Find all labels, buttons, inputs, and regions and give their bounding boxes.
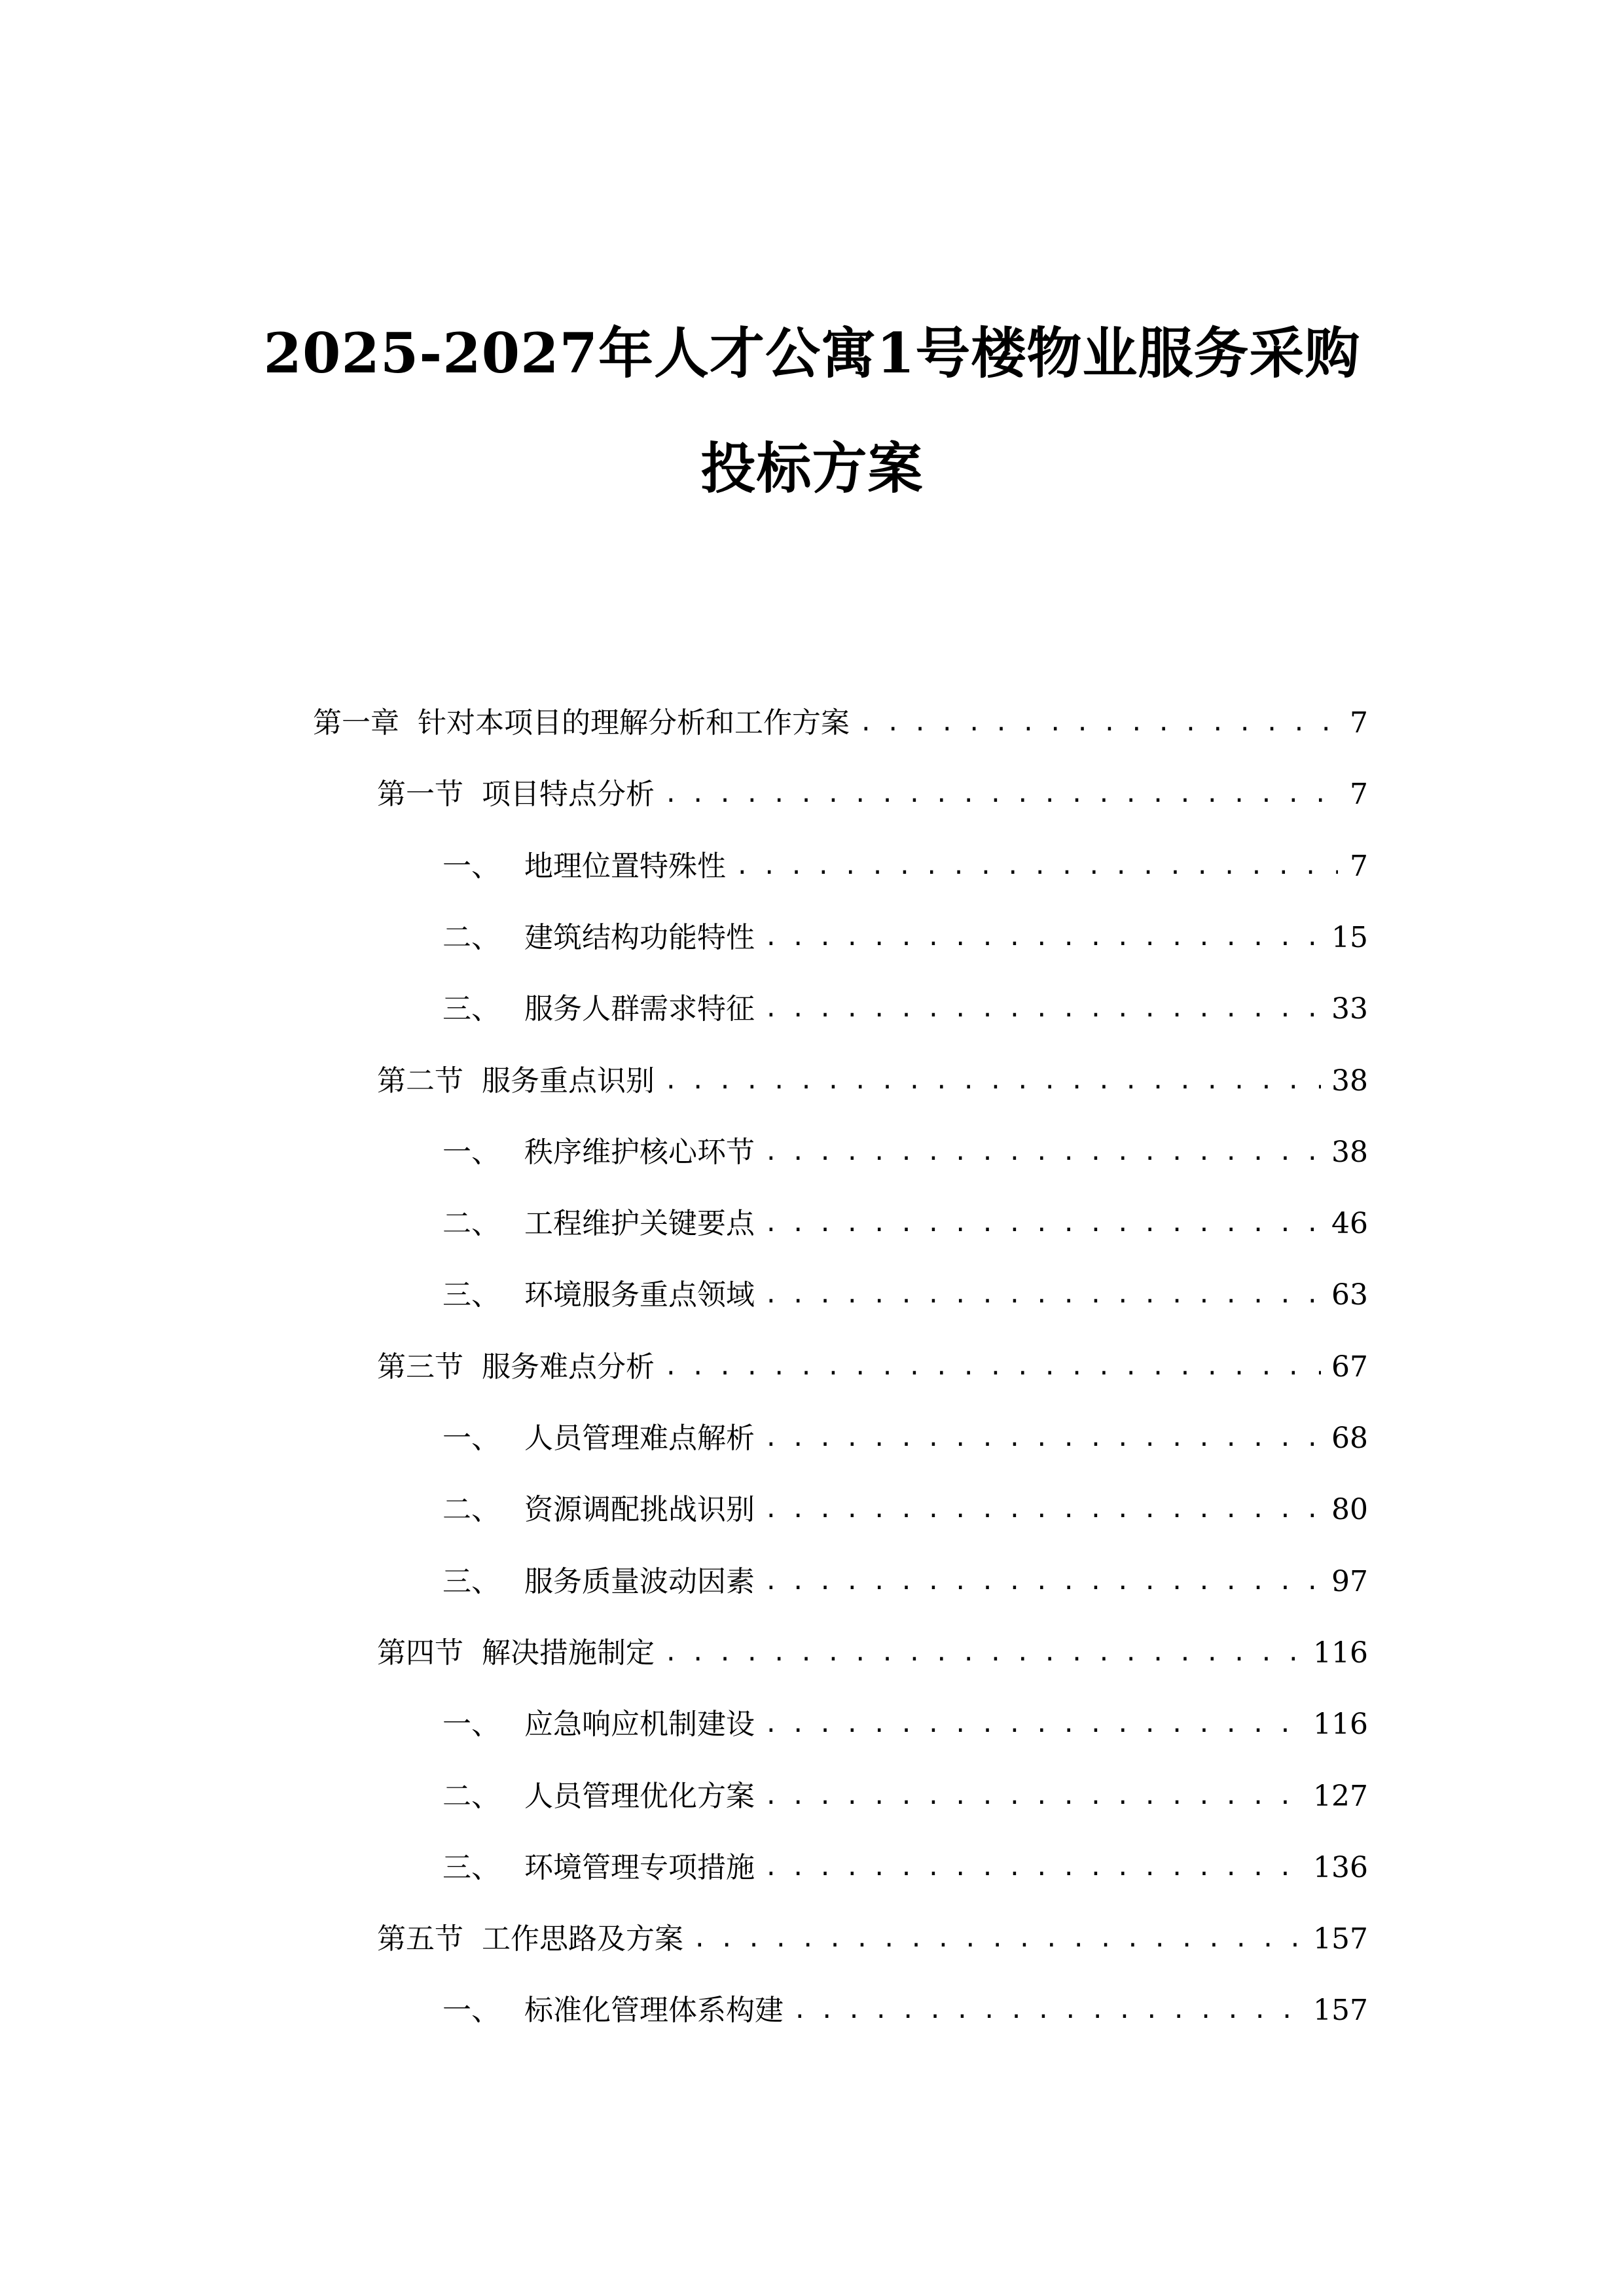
dot-leader xyxy=(859,700,1338,746)
toc-entry[interactable] xyxy=(442,1130,1368,1175)
dot-leader xyxy=(764,1272,1321,1318)
toc-entry-number: 三、 xyxy=(442,1564,500,1598)
toc-entry-title: 服务质量波动因素 xyxy=(524,1564,755,1598)
toc-entry-page: 46 xyxy=(1331,1207,1368,1241)
toc-entry-number: 三、 xyxy=(442,1850,500,1884)
toc-entry-number: 三、 xyxy=(442,1278,500,1312)
toc-entry-title: 环境管理专项措施 xyxy=(524,1850,755,1884)
dot-leader xyxy=(764,915,1321,961)
toc-entry[interactable] xyxy=(442,844,1368,889)
toc-entry-page: 80 xyxy=(1331,1493,1368,1527)
toc-entry-page: 7 xyxy=(1350,849,1368,883)
toc-entry-label xyxy=(442,1416,755,1462)
toc-entry-page: 116 xyxy=(1313,1708,1368,1742)
toc-entry[interactable] xyxy=(442,1272,1368,1318)
toc-entry[interactable] xyxy=(377,1058,1368,1104)
toc-entry-title: 应急响应机制建设 xyxy=(524,1708,755,1742)
toc-entry-title: 针对本项目的理解分析和工作方案 xyxy=(418,706,850,740)
toc-entry-label xyxy=(377,1630,655,1676)
toc-entry-number: 二、 xyxy=(442,1207,500,1241)
toc-entry-number: 第四节 xyxy=(377,1636,463,1670)
toc-entry-label xyxy=(442,1201,755,1247)
toc-entry-label xyxy=(377,1916,683,1962)
toc-entry-title: 工作思路及方案 xyxy=(482,1922,683,1956)
toc-entry-page: 127 xyxy=(1313,1779,1368,1813)
toc-entry-title: 秩序维护核心环节 xyxy=(524,1135,755,1169)
toc-entry-title: 标准化管理体系构建 xyxy=(524,1994,784,2028)
toc-entry[interactable] xyxy=(442,1988,1368,2034)
title-line-1: 2025-2027年人才公寓1号楼物业服务采购 xyxy=(263,321,1361,386)
dot-leader xyxy=(764,1845,1303,1891)
toc-entry-number: 第五节 xyxy=(377,1922,463,1956)
toc-entry-label xyxy=(442,1130,755,1175)
toc-entry-label xyxy=(442,1272,755,1318)
toc-entry-title: 地理位置特殊性 xyxy=(524,849,726,883)
toc-entry-number: 一、 xyxy=(442,1135,500,1169)
toc-entry-number: 三、 xyxy=(442,992,500,1026)
dot-leader xyxy=(764,1130,1321,1175)
toc-entry-page: 157 xyxy=(1313,1994,1368,2028)
toc-entry-title: 解决措施制定 xyxy=(482,1636,655,1670)
toc-entry[interactable] xyxy=(313,700,1368,746)
toc-entry-number: 一、 xyxy=(442,1422,500,1455)
toc-entry[interactable] xyxy=(377,1630,1368,1676)
toc-entry-page: 157 xyxy=(1313,1922,1368,1956)
toc-entry-page: 136 xyxy=(1313,1850,1368,1884)
toc-entry-number: 二、 xyxy=(442,1493,500,1527)
document-title xyxy=(0,321,1624,501)
toc-entry[interactable] xyxy=(377,1344,1368,1390)
toc-entry-page: 63 xyxy=(1331,1278,1368,1312)
dot-leader xyxy=(693,1916,1303,1962)
toc-entry[interactable] xyxy=(442,915,1368,961)
toc-entry-label xyxy=(442,986,755,1032)
toc-entry[interactable] xyxy=(442,1201,1368,1247)
toc-entry-title: 工程维护关键要点 xyxy=(524,1207,755,1241)
toc-entry-label xyxy=(442,1487,755,1533)
toc-entry-number: 第一章 xyxy=(313,706,399,740)
toc-entry-title: 建筑结构功能特性 xyxy=(524,920,755,954)
toc-entry-page: 38 xyxy=(1331,1064,1368,1098)
toc-entry-number: 第三节 xyxy=(377,1350,463,1384)
toc-entry-number: 二、 xyxy=(442,920,500,954)
dot-leader xyxy=(764,1559,1321,1605)
toc-entry[interactable] xyxy=(442,1702,1368,1748)
toc-entry-page: 67 xyxy=(1331,1350,1368,1384)
dot-leader xyxy=(664,772,1338,817)
toc-entry[interactable] xyxy=(377,772,1368,817)
toc-entry-page: 33 xyxy=(1331,992,1368,1026)
toc-entry-number: 第二节 xyxy=(377,1064,463,1098)
toc-entry-label xyxy=(442,1559,755,1605)
dot-leader xyxy=(793,1988,1303,2034)
toc-entry-title: 服务难点分析 xyxy=(482,1350,655,1384)
toc-entry-page: 7 xyxy=(1350,706,1368,740)
dot-leader xyxy=(764,1487,1321,1533)
toc-entry-page: 97 xyxy=(1331,1564,1368,1598)
toc-entry-label xyxy=(313,700,850,746)
dot-leader xyxy=(764,1201,1321,1247)
toc-entry-label xyxy=(377,1058,655,1104)
toc-entry[interactable] xyxy=(377,1916,1368,1962)
toc-entry-title: 人员管理优化方案 xyxy=(524,1779,755,1813)
toc-entry-page: 15 xyxy=(1331,920,1368,954)
toc-entry-label xyxy=(377,1344,655,1390)
toc-entry-label xyxy=(377,772,655,817)
toc-entry[interactable] xyxy=(442,1416,1368,1462)
toc-entry-title: 环境服务重点领域 xyxy=(524,1278,755,1312)
toc-entry[interactable] xyxy=(442,1559,1368,1605)
toc-entry-number: 一、 xyxy=(442,1994,500,2028)
toc-entry-number: 一、 xyxy=(442,1708,500,1742)
dot-leader xyxy=(664,1630,1303,1676)
toc-entry-title: 人员管理难点解析 xyxy=(524,1422,755,1455)
toc-entry-label xyxy=(442,1702,755,1748)
toc-entry-label xyxy=(442,1988,784,2034)
dot-leader xyxy=(664,1058,1321,1104)
title-line-2: 投标方案 xyxy=(700,436,924,501)
dot-leader xyxy=(764,1702,1303,1748)
dot-leader xyxy=(764,1774,1303,1820)
toc-entry-page: 7 xyxy=(1350,778,1368,812)
toc-entry-label xyxy=(442,915,755,961)
toc-entry-page: 116 xyxy=(1313,1636,1368,1670)
dot-leader xyxy=(764,986,1321,1032)
toc-entry[interactable] xyxy=(442,986,1368,1032)
dot-leader xyxy=(764,1416,1321,1462)
toc-entry[interactable] xyxy=(442,1774,1368,1820)
toc-entry-label xyxy=(442,1845,755,1891)
toc-entry[interactable] xyxy=(442,1845,1368,1891)
dot-leader xyxy=(664,1344,1321,1390)
dot-leader xyxy=(735,844,1338,889)
toc-entry-label xyxy=(442,1774,755,1820)
toc-entry-title: 资源调配挑战识别 xyxy=(524,1493,755,1527)
toc-entry-title: 服务重点识别 xyxy=(482,1064,655,1098)
toc-entry-number: 第一节 xyxy=(377,778,463,812)
toc-entry-number: 一、 xyxy=(442,849,500,883)
toc-entry[interactable] xyxy=(442,1487,1368,1533)
toc-entry-title: 服务人群需求特征 xyxy=(524,992,755,1026)
toc-entry-page: 68 xyxy=(1331,1422,1368,1455)
toc-entry-number: 二、 xyxy=(442,1779,500,1813)
toc-entry-title: 项目特点分析 xyxy=(482,778,655,812)
toc-entry-page: 38 xyxy=(1331,1135,1368,1169)
toc-entry-label xyxy=(442,844,726,889)
